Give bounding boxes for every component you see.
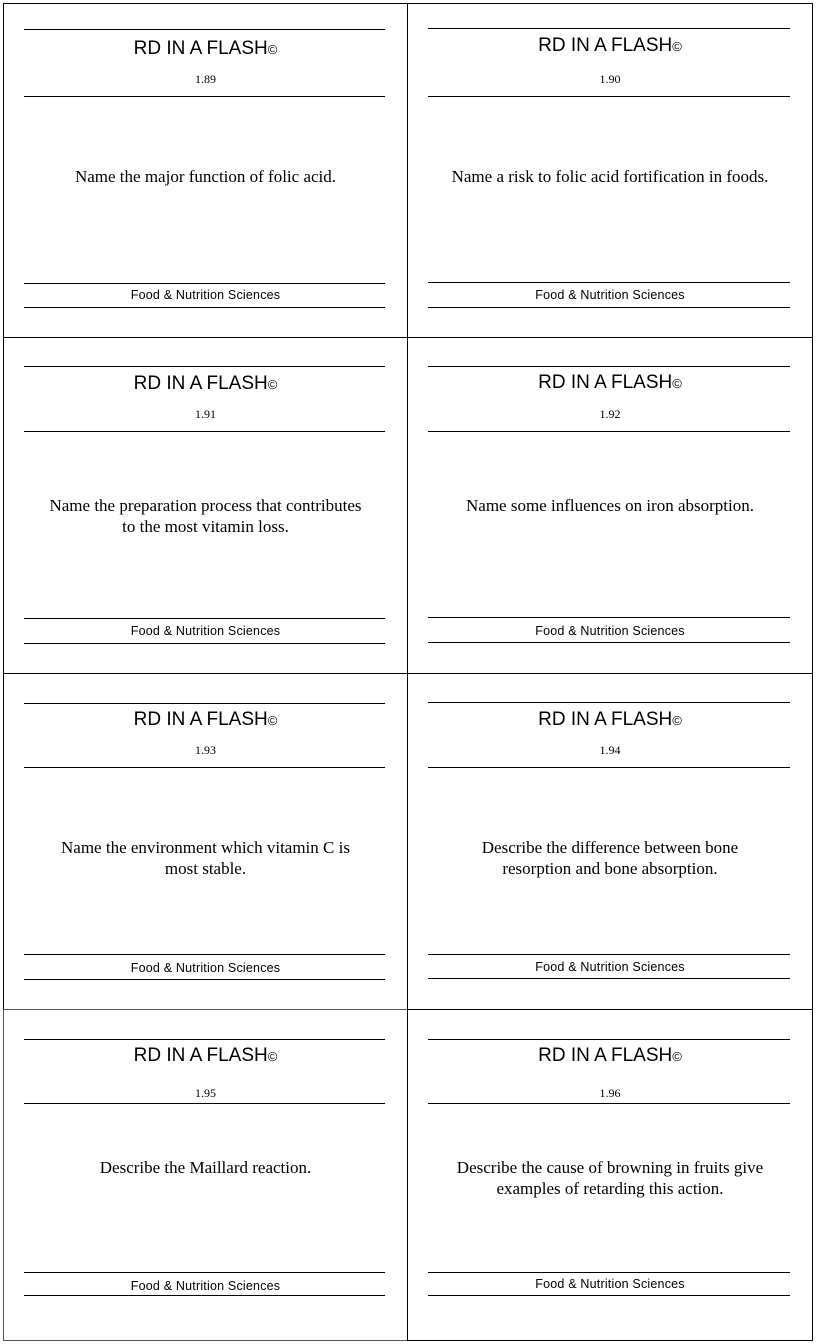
copyright-symbol: © bbox=[267, 377, 278, 392]
footer-top-rule bbox=[24, 954, 385, 955]
card-title: RD IN A FLASH© bbox=[133, 709, 278, 730]
copyright-symbol: © bbox=[267, 713, 278, 728]
card-number: 1.94 bbox=[599, 743, 621, 757]
card-question: Name the environment which vitamin C is most stable. bbox=[61, 838, 350, 878]
header-rule bbox=[428, 431, 790, 432]
flashcard bbox=[407, 1009, 813, 1341]
footer-bottom-rule bbox=[24, 979, 385, 980]
card-footer: Food & Nutrition Sciences bbox=[535, 624, 685, 638]
card-question: Name the preparation process that contributes to the most vitamin loss. bbox=[49, 496, 362, 536]
card-question: Describe the Maillard reaction. bbox=[99, 1158, 312, 1177]
top-rule bbox=[428, 28, 790, 29]
card-title: RD IN A FLASH© bbox=[538, 35, 682, 56]
card-question: Describe the difference between bone resorption and bone absorption. bbox=[481, 838, 739, 878]
header-rule bbox=[24, 1103, 385, 1104]
header-rule bbox=[24, 767, 385, 768]
card-footer: Food & Nutrition Sciences bbox=[130, 961, 281, 975]
top-rule bbox=[24, 1039, 385, 1040]
flashcard bbox=[3, 673, 408, 1010]
copyright-symbol: © bbox=[672, 1049, 682, 1064]
card-footer: Food & Nutrition Sciences bbox=[535, 1277, 685, 1291]
footer-bottom-rule bbox=[24, 1295, 385, 1296]
footer-top-rule bbox=[428, 282, 790, 283]
header-rule bbox=[428, 96, 790, 97]
card-title: RD IN A FLASH© bbox=[538, 709, 682, 730]
top-rule bbox=[24, 29, 385, 30]
copyright-symbol: © bbox=[672, 713, 682, 728]
footer-top-rule bbox=[24, 618, 385, 619]
card-question: Name a risk to folic acid fortification in foods. bbox=[451, 167, 769, 186]
footer-bottom-rule bbox=[24, 307, 385, 308]
top-rule bbox=[428, 1039, 790, 1040]
footer-bottom-rule bbox=[428, 1295, 790, 1296]
card-number: 1.92 bbox=[599, 407, 621, 421]
card-question: Name some influences on iron absorption. bbox=[466, 496, 754, 515]
footer-bottom-rule bbox=[428, 978, 790, 979]
header-rule bbox=[428, 1103, 790, 1104]
footer-bottom-rule bbox=[428, 642, 790, 643]
top-rule bbox=[24, 703, 385, 704]
flashcard bbox=[407, 673, 813, 1010]
footer-top-rule bbox=[428, 954, 790, 955]
flashcard bbox=[407, 3, 813, 338]
card-title: RD IN A FLASH© bbox=[538, 372, 682, 393]
top-rule bbox=[428, 366, 790, 367]
flashcard bbox=[3, 3, 408, 338]
card-number: 1.91 bbox=[195, 407, 216, 421]
footer-top-rule bbox=[24, 1272, 385, 1273]
flashcard bbox=[3, 337, 408, 674]
footer-top-rule bbox=[24, 283, 385, 284]
card-number: 1.89 bbox=[195, 72, 216, 86]
footer-top-rule bbox=[428, 617, 790, 618]
footer-top-rule bbox=[428, 1272, 790, 1273]
card-title: RD IN A FLASH© bbox=[133, 1045, 278, 1066]
top-rule bbox=[24, 366, 385, 367]
footer-bottom-rule bbox=[24, 643, 385, 644]
copyright-symbol: © bbox=[267, 42, 278, 57]
flashcard bbox=[3, 1009, 408, 1341]
copyright-symbol: © bbox=[672, 39, 682, 54]
card-footer: Food & Nutrition Sciences bbox=[535, 288, 685, 302]
card-question: Describe the cause of browning in fruits give examples of retarding this action. bbox=[456, 1158, 764, 1198]
card-number: 1.96 bbox=[599, 1086, 621, 1100]
card-question: Name the major function of folic acid. bbox=[74, 167, 337, 186]
card-title: RD IN A FLASH© bbox=[538, 1045, 682, 1066]
card-title: RD IN A FLASH© bbox=[133, 373, 278, 394]
card-number: 1.90 bbox=[599, 72, 621, 86]
copyright-symbol: © bbox=[672, 376, 682, 391]
copyright-symbol: © bbox=[267, 1049, 278, 1064]
flashcard bbox=[407, 337, 813, 674]
header-rule bbox=[428, 767, 790, 768]
footer-bottom-rule bbox=[428, 307, 790, 308]
card-footer: Food & Nutrition Sciences bbox=[130, 1279, 281, 1293]
header-rule bbox=[24, 96, 385, 97]
card-number: 1.93 bbox=[195, 743, 216, 757]
card-footer: Food & Nutrition Sciences bbox=[130, 624, 281, 638]
card-footer: Food & Nutrition Sciences bbox=[535, 960, 685, 974]
top-rule bbox=[428, 702, 790, 703]
card-footer: Food & Nutrition Sciences bbox=[130, 288, 281, 302]
card-number: 1.95 bbox=[195, 1086, 216, 1100]
card-title: RD IN A FLASH© bbox=[133, 38, 278, 59]
header-rule bbox=[24, 431, 385, 432]
